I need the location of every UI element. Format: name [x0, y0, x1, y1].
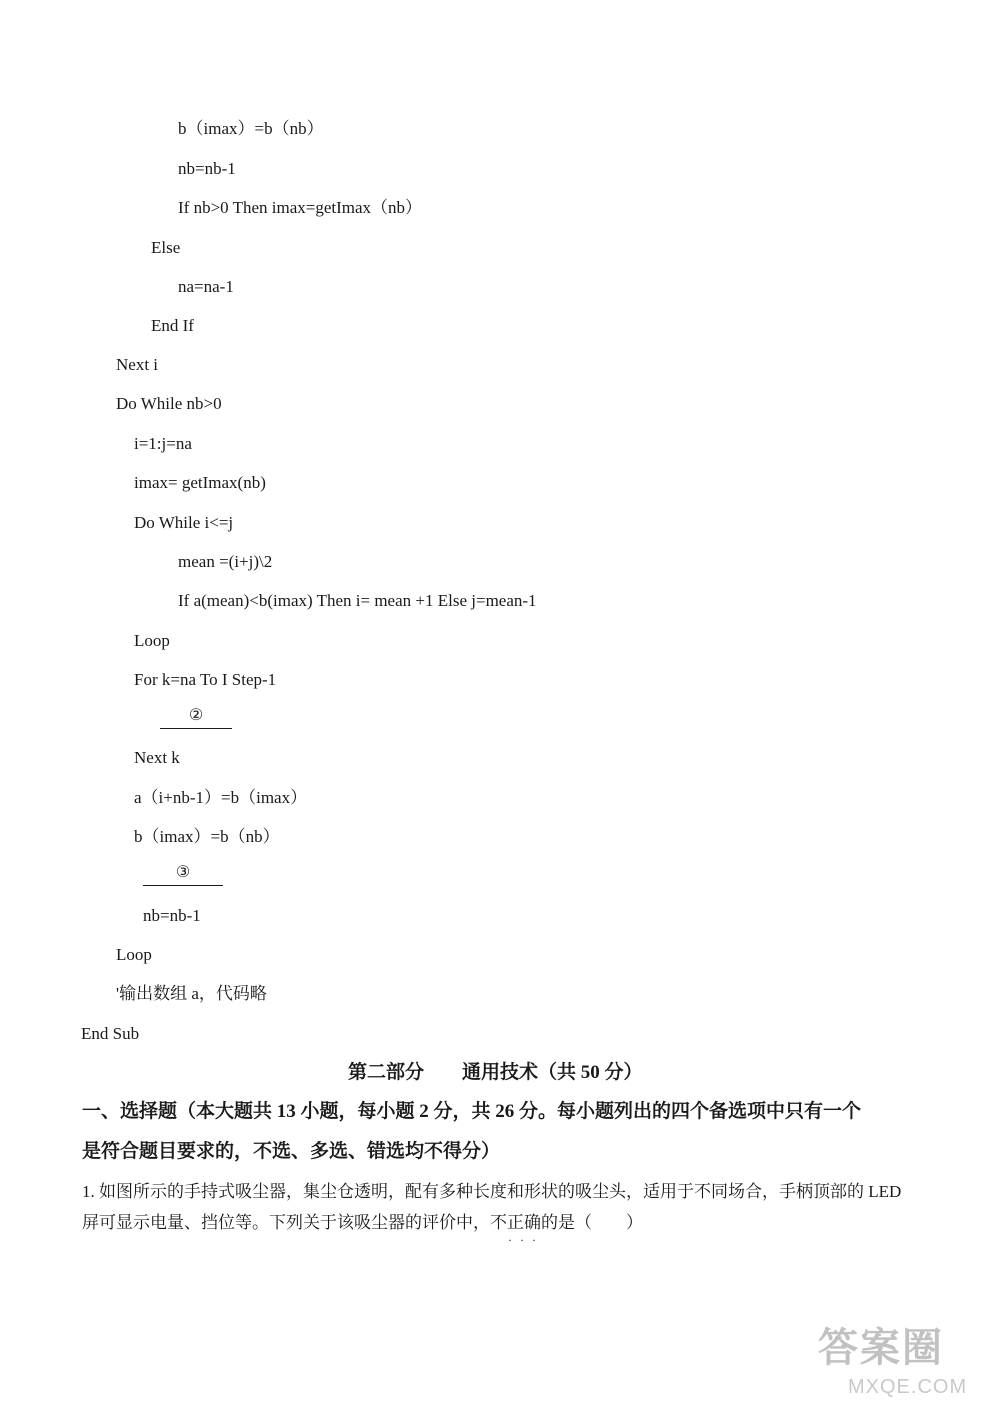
code-line: Loop: [134, 631, 170, 650]
code-line: Else: [151, 238, 181, 257]
watermark-text: 答案圈: [818, 1325, 944, 1370]
emphasis-dots: ···: [508, 1233, 544, 1247]
code-line: Do While i<=j: [134, 513, 234, 532]
code-line: nb=nb-1: [143, 906, 201, 925]
code-line: Next i: [116, 355, 159, 374]
fill-in-blank-3: ③: [143, 863, 223, 886]
part-heading-line2: 是符合题目要求的，不选、多选、错选均不得分）: [82, 1141, 501, 1162]
code-line: nb=nb-1: [178, 159, 236, 178]
watermark-url: MXQE.COM: [848, 1376, 968, 1398]
question-1-line1: 1. 如图所示的手持式吸尘器，集尘仓透明，配有多种长度和形状的吸尘头，适用于不同场合，手柄顶部的 LED: [82, 1182, 902, 1201]
code-line: mean =(i+j)\2: [178, 552, 273, 571]
watermark-logo: [818, 1326, 988, 1406]
part-heading-line1: 一、选择题（本大题共 13 小题，每小题 2 分，共 26 分。每小题列出的四个备选项中只有一个: [82, 1101, 862, 1122]
code-line: Next k: [134, 748, 180, 767]
question-1-line2: 屏可显示电量、挡位等。下列关于该吸尘器的评价中，不正确的是（ ）: [82, 1213, 643, 1232]
code-line: If nb>0 Then imax=getImax（nb）: [178, 198, 423, 217]
code-line: a（i+nb-1）=b（imax）: [134, 788, 308, 807]
fill-in-blank-2: ②: [160, 706, 232, 729]
code-line: For k=na To I Step-1: [134, 670, 277, 689]
code-line: b（imax）=b（nb）: [178, 119, 324, 138]
code-line: End If: [151, 316, 194, 335]
code-line: If a(mean)<b(imax) Then i= mean +1 Else j=mean-1: [178, 591, 537, 610]
code-line: imax= getImax(nb): [134, 473, 266, 492]
code-line: End Sub: [81, 1024, 140, 1043]
code-comment: '输出数组 a，代码略: [116, 984, 267, 1003]
code-line: i=1:j=na: [134, 434, 192, 453]
code-line: Do While nb>0: [116, 394, 222, 413]
section-title: 第二部分 通用技术（共 50 分）: [348, 1062, 643, 1083]
code-line: Loop: [116, 945, 152, 964]
code-line: na=na-1: [178, 277, 234, 296]
code-line: b（imax）=b（nb）: [134, 827, 280, 846]
